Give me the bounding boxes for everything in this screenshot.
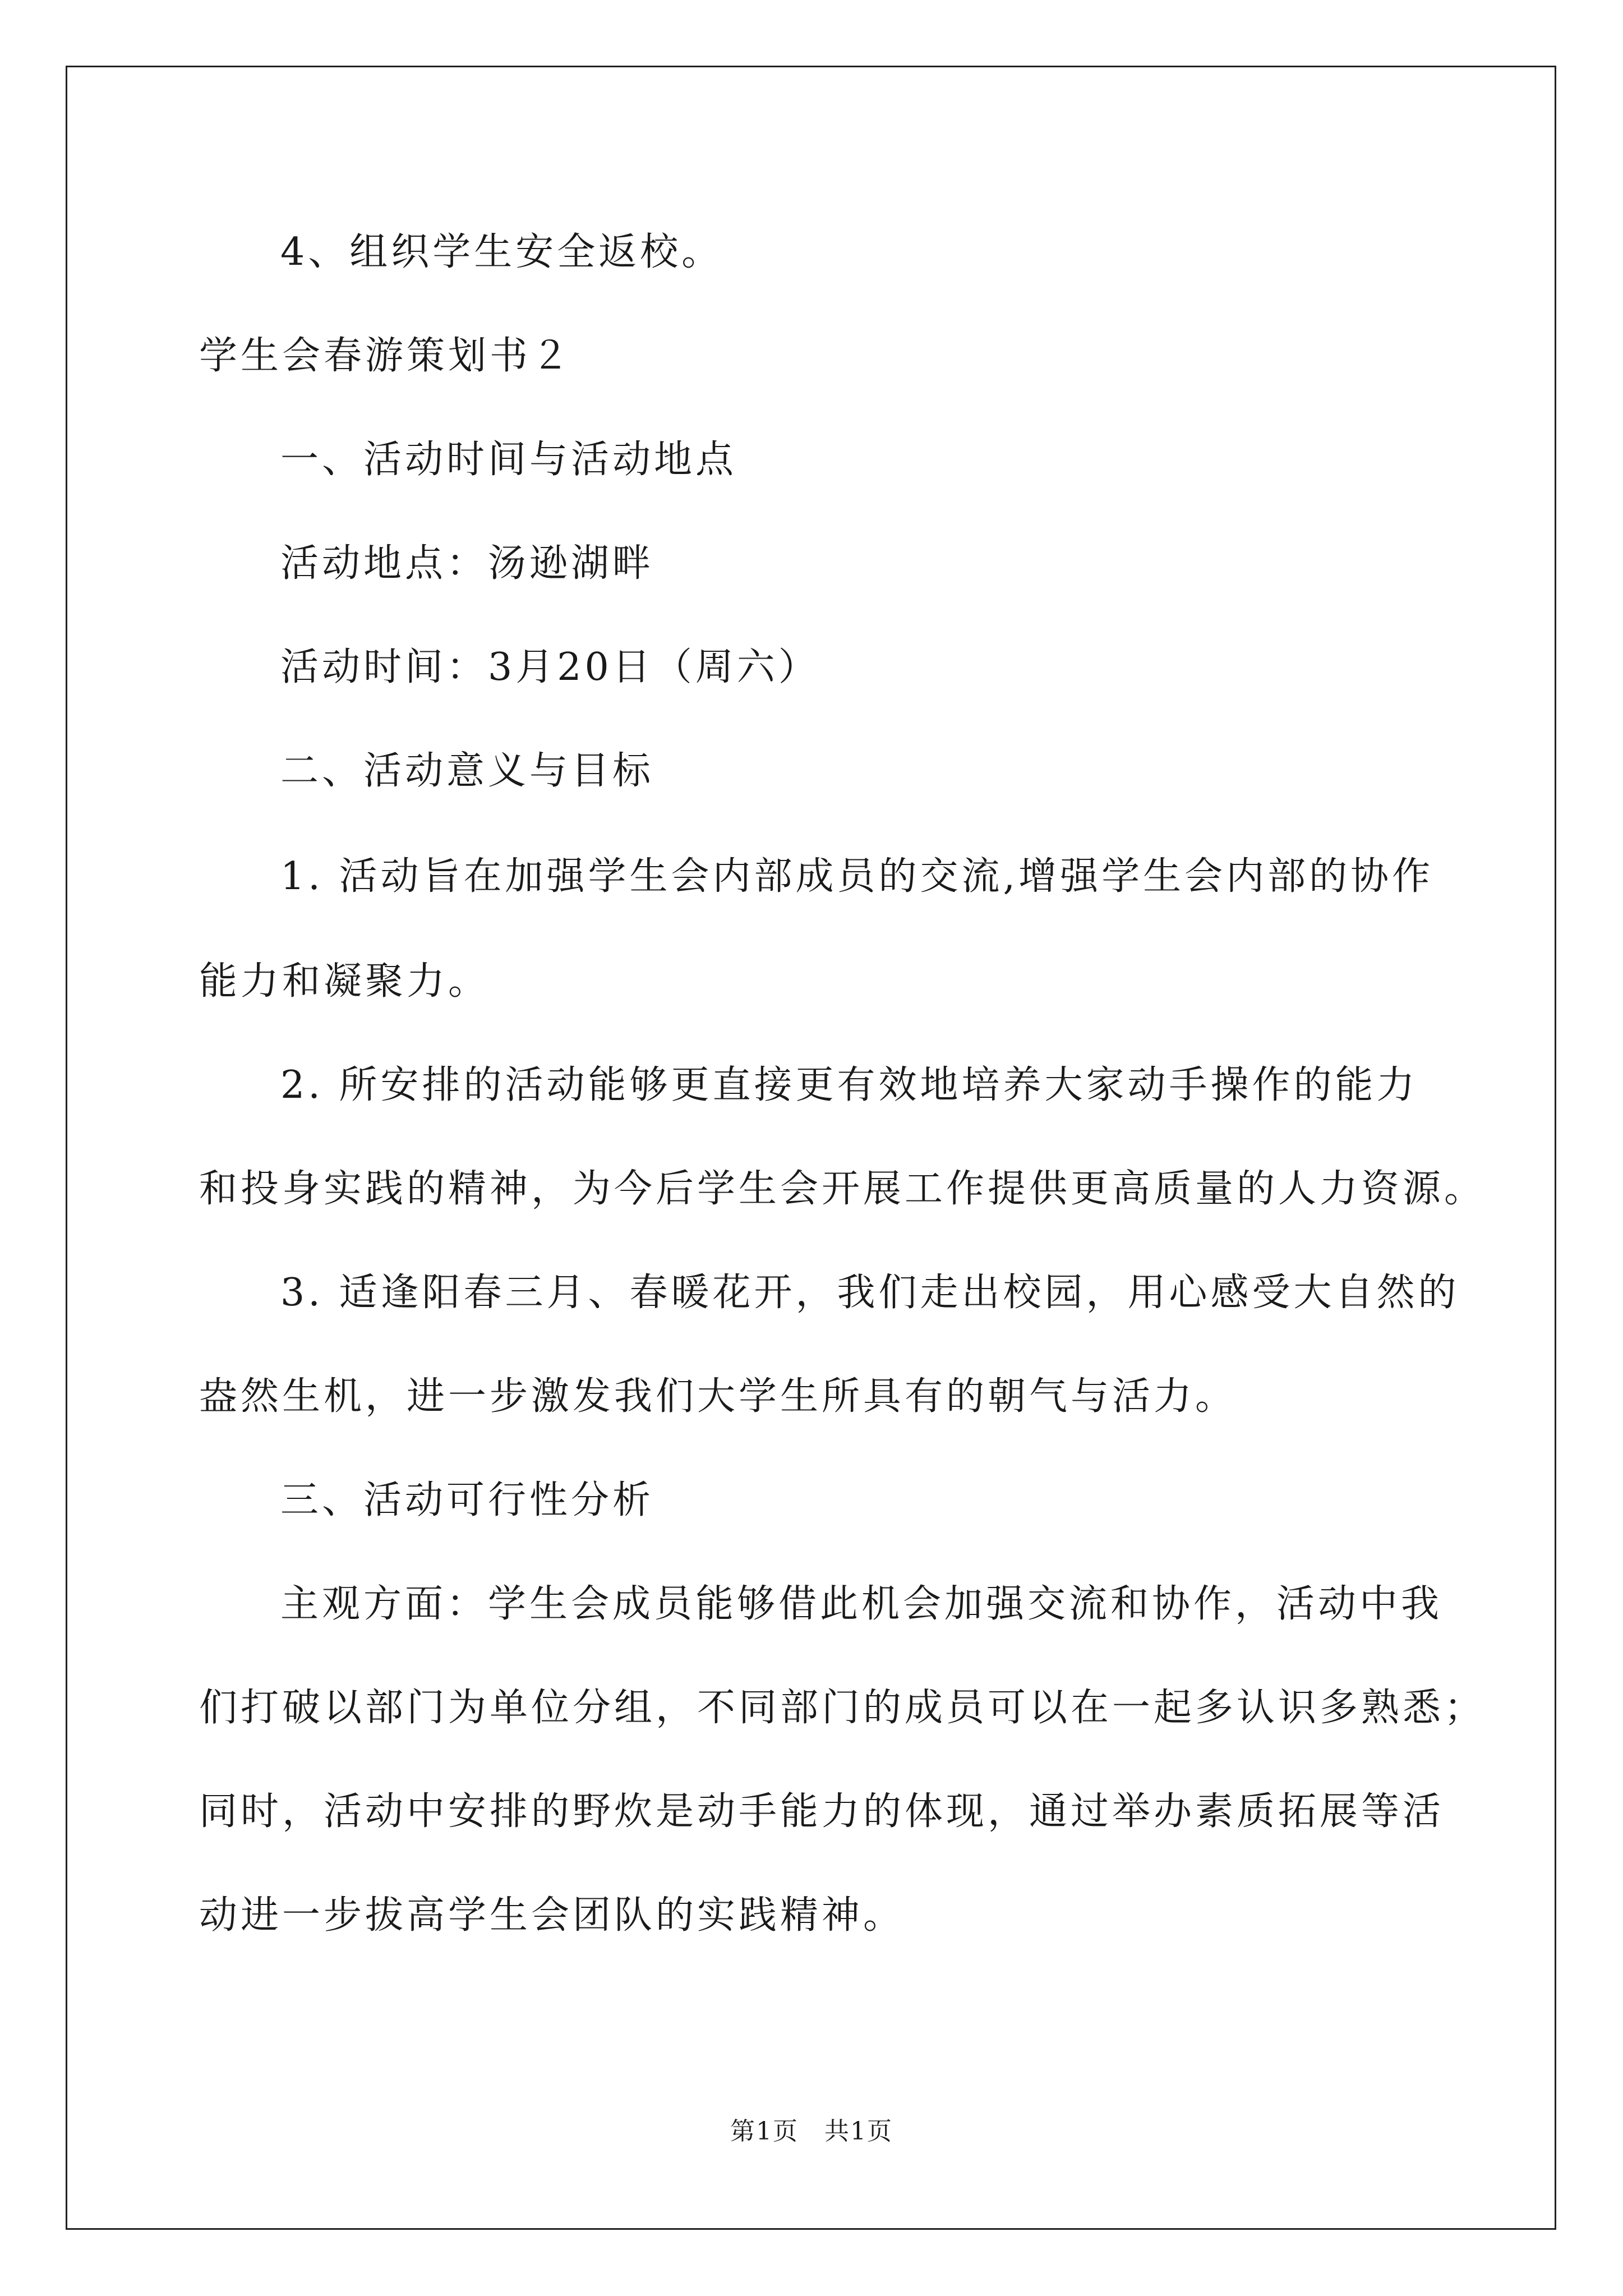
- activity-location: 活动地点：汤逊湖畔: [280, 541, 654, 586]
- paragraph-line: 和投身实践的精神，为今后学生会开展工作提供更高质量的人力资源。: [199, 1167, 1486, 1211]
- paragraph-line: 盎然生机，进一步激发我们大学生所具有的朝气与活力。: [199, 1374, 1237, 1419]
- paragraph-line: 3. 适逢阳春三月、春暖花开，我们走出校园，用心感受大自然的: [280, 1271, 1460, 1315]
- heading-significance: 二、活动意义与目标: [280, 749, 654, 793]
- page-number: 第1页 共1页: [730, 2117, 893, 2146]
- heading-time-location: 一、活动时间与活动地点: [280, 438, 737, 482]
- list-item-return-school: 4、组织学生安全返校。: [280, 230, 723, 274]
- paragraph-line: 能力和凝聚力。: [199, 959, 490, 1004]
- paragraph-line: 动进一步拔高学生会团队的实践精神。: [199, 1893, 905, 1938]
- paragraph-line: 主观方面：学生会成员能够借此机会加强交流和协作，活动中我: [280, 1582, 1443, 1626]
- heading-feasibility: 三、活动可行性分析: [280, 1478, 654, 1522]
- paragraph-line: 同时，活动中安排的野炊是动手能力的体现，通过举办素质拓展等活: [199, 1789, 1445, 1834]
- activity-time: 活动时间：3月20日（周六）: [280, 645, 820, 689]
- paragraph-line: 们打破以部门为单位分组，不同部门的成员可以在一起多认识多熟悉；: [199, 1686, 1486, 1730]
- paragraph-line: 1. 活动旨在加强学生会内部成员的交流,增强学生会内部的协作: [280, 854, 1434, 899]
- section-title: 学生会春游策划书２: [199, 334, 573, 378]
- paragraph-line: 2. 所安排的活动能够更直接更有效地培养大家动手操作的能力: [280, 1063, 1418, 1107]
